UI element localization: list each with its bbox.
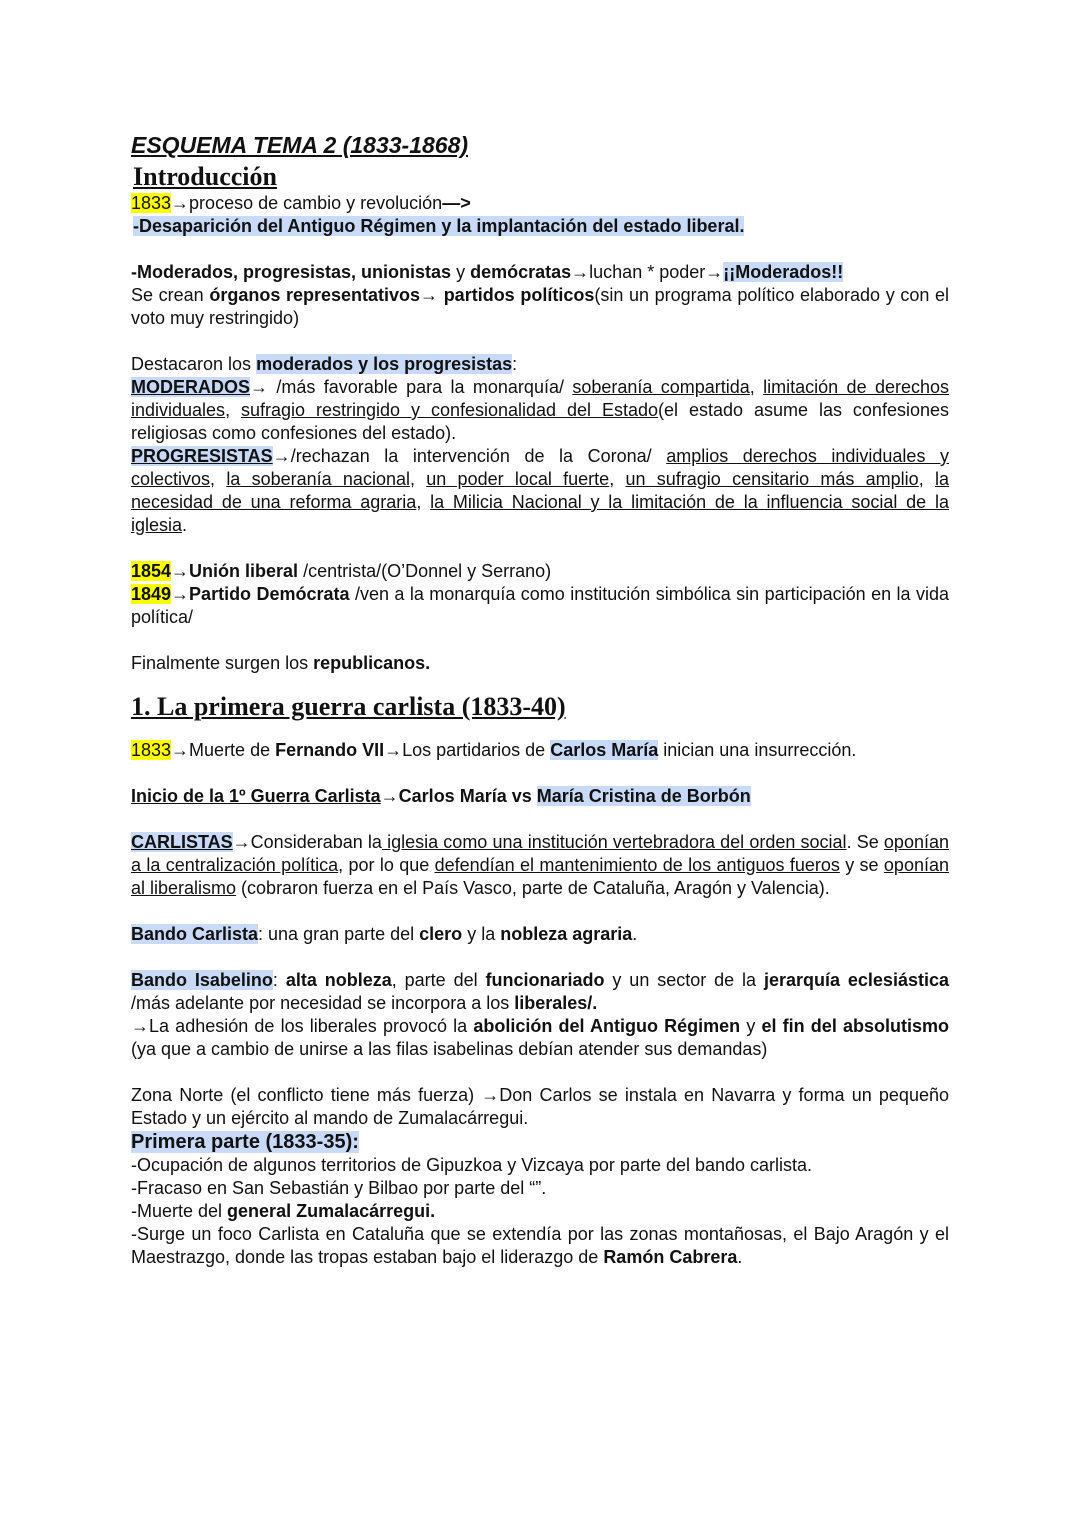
list-item: -Muerte del general Zumalacárregui. xyxy=(131,1201,436,1221)
year-highlight: 1833 xyxy=(131,193,172,213)
document-page xyxy=(131,128,949,1269)
intro-parties: -Moderados, progresistas, unionistas y demócratas→luchan * poder→¡¡Moderados!! xyxy=(131,262,844,282)
bando-isabelino-paragraph: Bando Isabelino: alta nobleza, parte del funcionariado y un sector de la jerarquía eclesiástica /más adelante por necesidad se incorpora a los liberales/. xyxy=(131,970,949,1013)
intro-heading: Introducción xyxy=(133,162,277,191)
republicanos-line: Finalmente surgen los republicanos. xyxy=(131,653,431,673)
section1-heading: 1. La primera guerra carlista (1833-40) xyxy=(131,692,566,721)
carlistas-label: CARLISTAS xyxy=(131,832,233,852)
list-item: -Ocupación de algunos territorios de Gipuzkoa y Vizcaya por parte del bando carlista. xyxy=(131,1155,813,1175)
document-title: ESQUEMA TEMA 2 (1833-1868) xyxy=(131,132,469,158)
primera-parte-heading: Primera parte (1833-35): xyxy=(131,1131,359,1153)
list-item: -Fracaso en San Sebastián y Bilbao por parte del “”. xyxy=(131,1178,547,1198)
intro-line-liberal: -Desaparición del Antiguo Régimen y la implantación del estado liberal. xyxy=(133,216,745,236)
union-liberal-line: 1854→Unión liberal /centrista/(O’Donnel y Serrano) xyxy=(131,561,552,581)
carlistas-paragraph: CARLISTAS→Consideraban la iglesia como una institución vertebradora del orden social. Se oponían a la centralización política, por lo que defendían el mantenimiento de los antiguos fueros y se oponían al liberalismo (cobraron fuerza en el País Vasco, parte de Cataluña, Aragón y Valencia). xyxy=(131,832,949,898)
bando-carlista-line: Bando Carlista: una gran parte del clero y la nobleza agraria. xyxy=(131,924,638,944)
moderados-paragraph: MODERADOS→ /más favorable para la monarquía/ soberanía compartida, limitación de derechos individuales, sufragio restringido y confesionalidad del Estado(el estado asume las confesiones religiosas como confesiones del estado). xyxy=(131,377,949,443)
progresistas-paragraph: PROGRESISTAS→/rechazan la intervención de la Corona/ amplios derechos individuales y colectivos, la soberanía nacional, un poder local fuerte, un sufragio censitario más amplio, la necesidad de una reforma agraria, la Milicia Nacional y la limitación de la influencia social de la iglesia. xyxy=(131,446,949,535)
intro-line-1833: 1833→proceso de cambio y revolución—> xyxy=(131,193,471,213)
intro-organos: Se crean órganos representativos→ partidos políticos(sin un programa político elaborado y con el voto muy restringido) xyxy=(131,285,950,328)
zona-norte-paragraph: Zona Norte (el conflicto tiene más fuerza) →Don Carlos se instala en Navarra y forma un pequeño Estado y un ejército al mando de Zumalacárregui. xyxy=(131,1085,949,1128)
moderados-label: MODERADOS xyxy=(131,377,251,397)
fernando-line: 1833→Muerte de Fernando VII→Los partidarios de Carlos María inician una insurrección. xyxy=(131,740,857,760)
list-item: -Surge un foco Carlista en Cataluña que se extendía por las zonas montañosas, el Bajo Aragón y el Maestrazgo, donde las tropas estaban bajo el liderazgo de Ramón Cabrera. xyxy=(131,1224,949,1267)
partido-democrata-line: 1849→Partido Demócrata /ven a la monarquía como institución simbólica sin participación en la vida política/ xyxy=(131,584,949,627)
inicio-guerra-line: Inicio de la 1º Guerra Carlista→Carlos María vs María Cristina de Borbón xyxy=(131,786,751,806)
progresistas-label: PROGRESISTAS xyxy=(131,446,273,466)
intro-destacaron: Destacaron los moderados y los progresistas: xyxy=(131,354,518,374)
adhesion-paragraph: →La adhesión de los liberales provocó la abolición del Antiguo Régimen y el fin del absolutismo (ya que a cambio de unirse a las filas isabelinas debían atender sus demandas) xyxy=(131,1016,949,1059)
